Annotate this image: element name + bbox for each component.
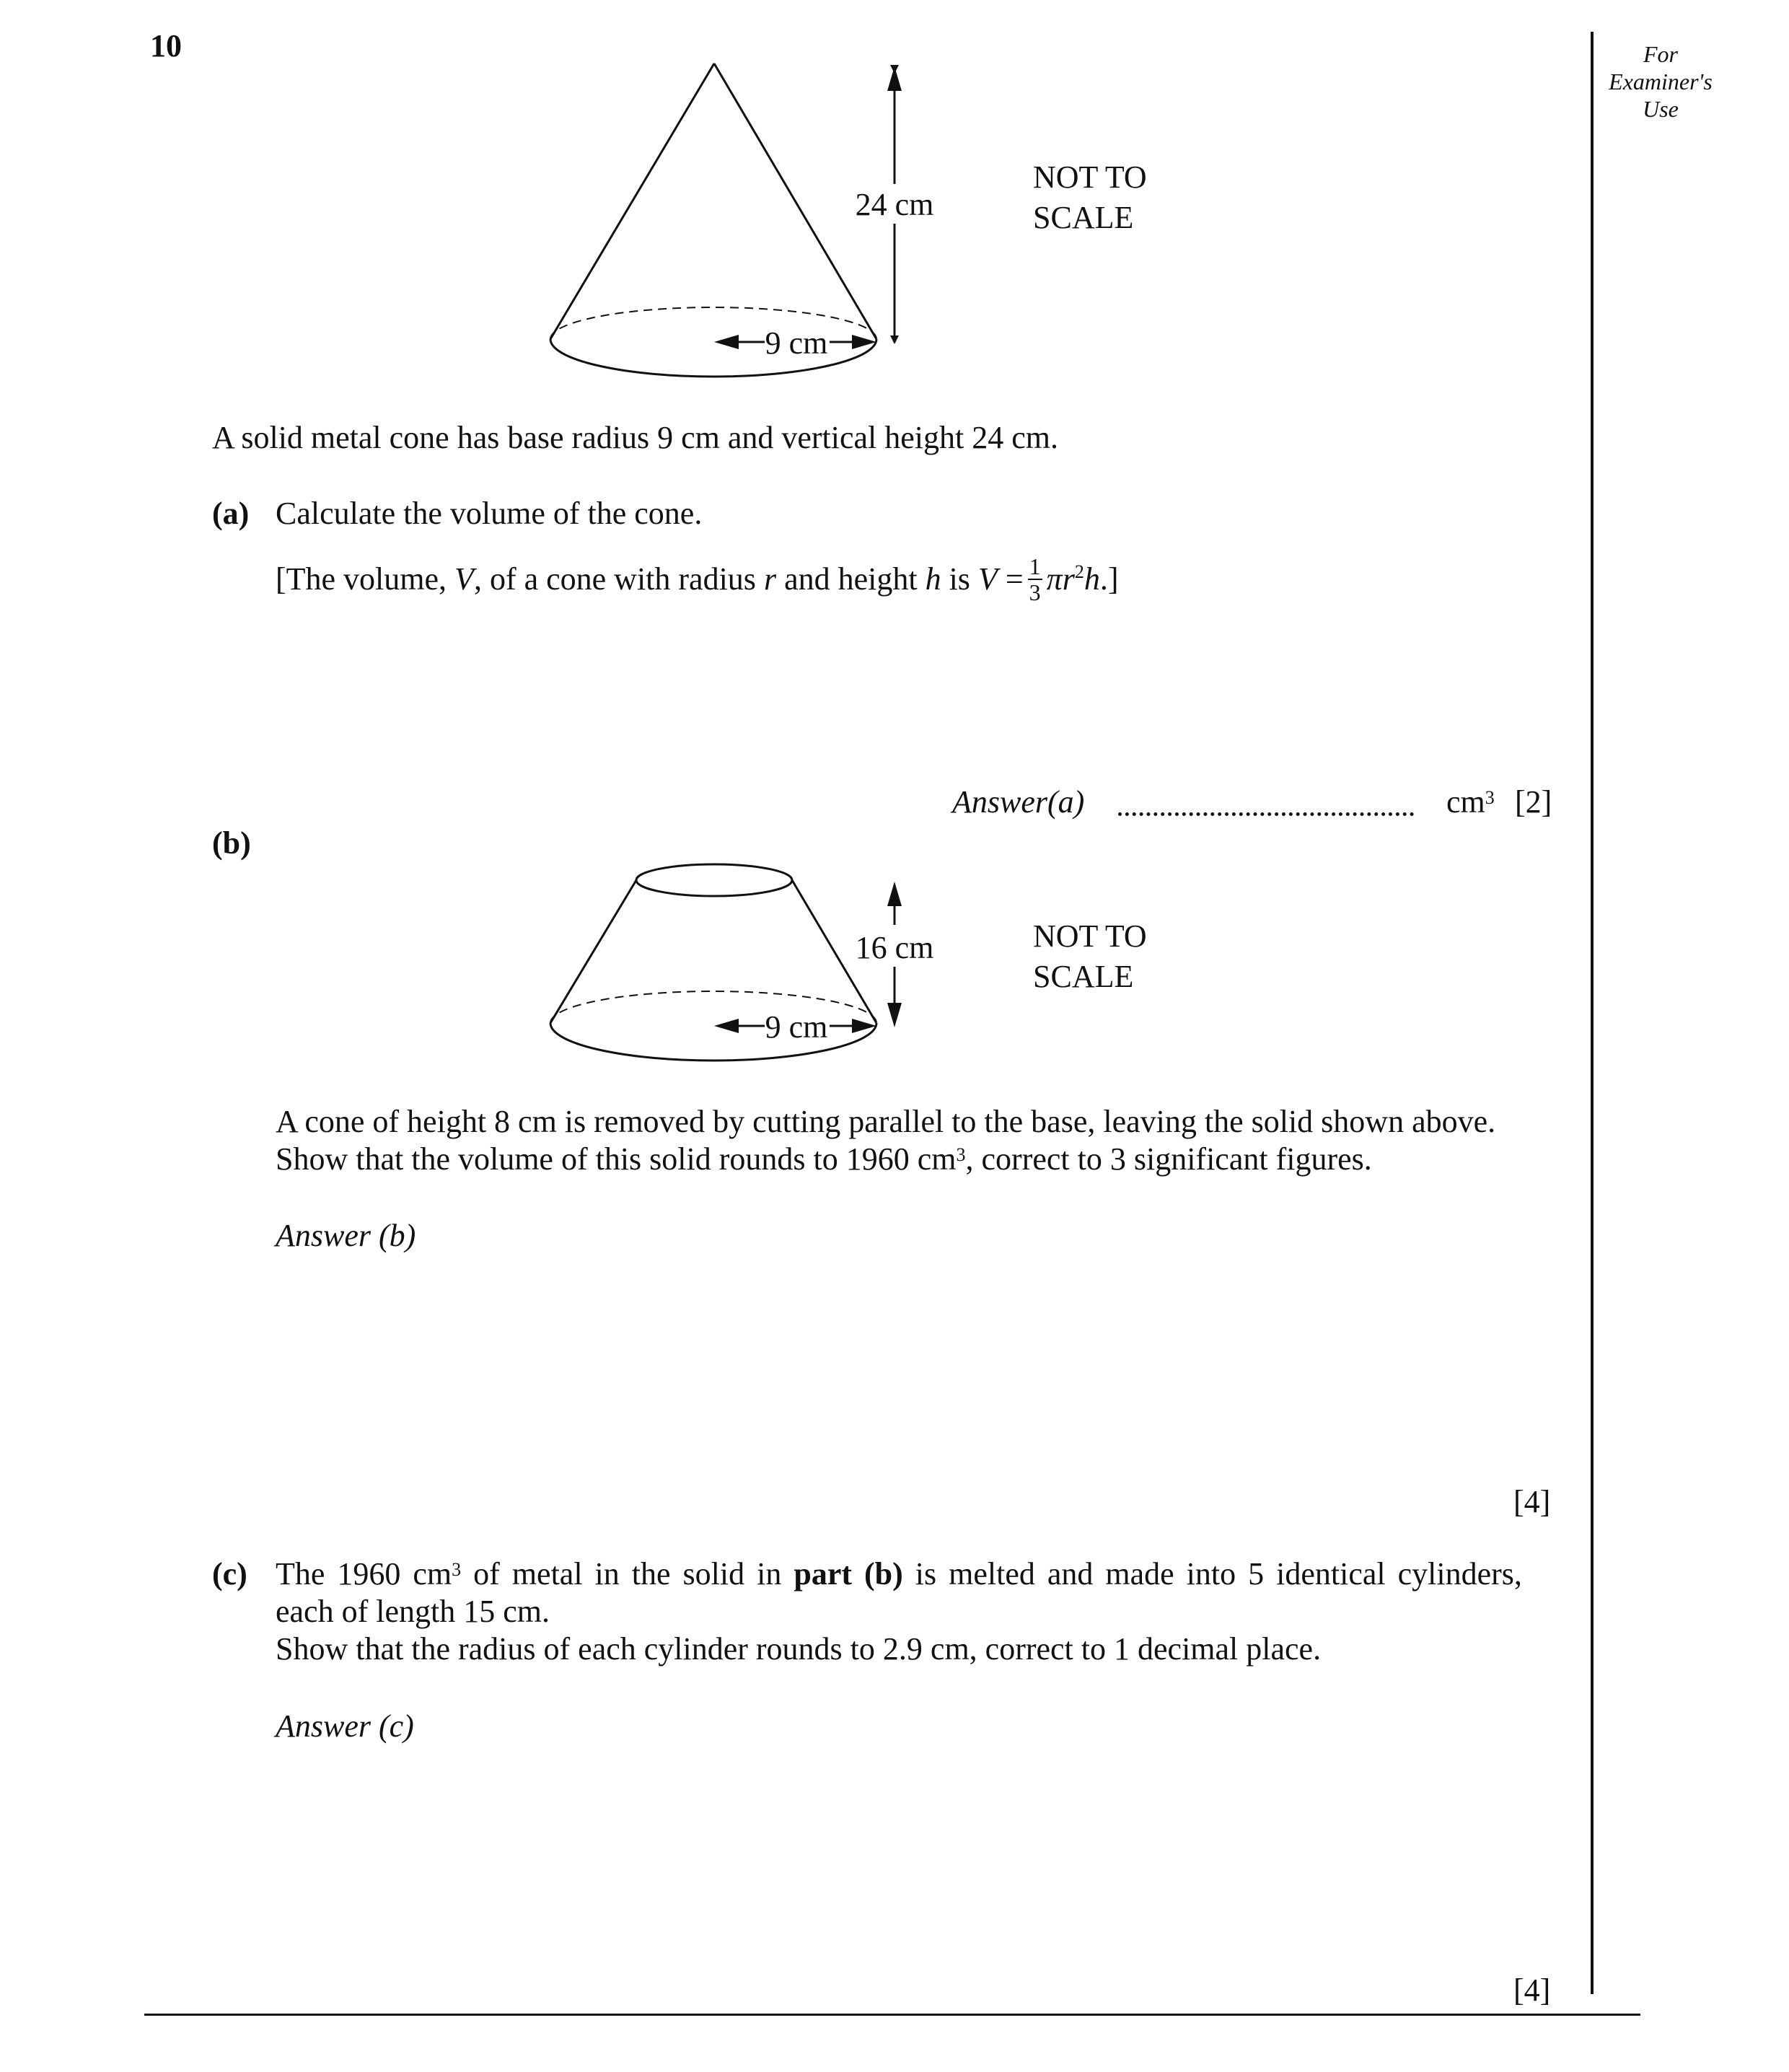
height-label: 24 cm — [855, 187, 934, 222]
frustum-figure — [505, 851, 1190, 1082]
radius-label: 9 cm — [765, 325, 828, 361]
not-to-scale-line1: NOT TO — [1033, 159, 1147, 195]
cone-right-edge — [714, 63, 876, 339]
part-a-question: Calculate the volume of the cone. — [276, 496, 703, 531]
intro-text: A solid metal cone has base radius 9 cm and vertical height 24 cm. — [212, 420, 1059, 455]
part-b-letter: (b) — [212, 825, 251, 861]
part-c-line2: each of length 15 cm. — [276, 1594, 550, 1629]
part-c-line3: Show that the radius of each cylinder rounds to 2.9 cm, correct to 1 decimal place. — [276, 1631, 1322, 1667]
part-b-marks: [4] — [1513, 1484, 1551, 1519]
frustum-height-label: 16 cm — [855, 930, 934, 965]
page-number: 10 — [150, 28, 182, 63]
cone-figure — [505, 51, 1190, 397]
fraction-one-third: $\frac{1}{3}$ — [1029, 553, 1041, 605]
cone-left-edge — [550, 63, 714, 339]
frustum-height-arrowhead-bottom — [887, 1003, 902, 1027]
part-a-marks: [2] — [1515, 784, 1552, 820]
height-arrowhead-top — [887, 66, 902, 91]
answer-a-label: Answer(a) — [952, 784, 1085, 820]
part-a-formula: [The volume, V, of a cone with radius r and height h is V = $\frac{1}{3}$ $\pi r^2h$.] — [276, 553, 1119, 605]
not-to-scale-line2: SCALE — [1033, 200, 1134, 235]
frustum-not-to-scale-line1: NOT TO — [1033, 918, 1147, 954]
answer-c-label: Answer (c) — [276, 1708, 414, 1744]
frustum-radius-label: 9 cm — [765, 1009, 828, 1045]
part-a-letter: (a) — [212, 496, 250, 531]
part-b-line1: A cone of height 8 cm is removed by cutting parallel to the base, leaving the solid shown above. — [276, 1104, 1496, 1139]
answer-c-area[interactable] — [276, 1753, 1545, 1955]
examiner-use-label: For Examiner's Use — [1609, 41, 1713, 122]
answer-b-area[interactable] — [276, 1263, 1545, 1472]
part-c-letter: (c) — [212, 1556, 247, 1592]
bottom-rule — [144, 2014, 1640, 2016]
answer-b-label: Answer (b) — [276, 1218, 416, 1253]
part-b-line2: Show that the volume of this solid rounds to 1960 $cm^3$, correct to 3 significant figures. — [276, 1141, 1372, 1177]
frustum-not-to-scale-line2: SCALE — [1033, 959, 1134, 994]
part-c-line1: The 1960 $cm^3$ of metal in the solid in part (b) is melted and made into 5 identical cylinders, — [276, 1556, 1522, 1592]
answer-a-line[interactable] — [1118, 788, 1414, 820]
part-c-marks: [4] — [1513, 1972, 1551, 2008]
answer-a-unit: $cm^3$ — [1446, 784, 1495, 820]
frustum-top — [636, 864, 792, 896]
margin-rule — [1591, 32, 1594, 1994]
